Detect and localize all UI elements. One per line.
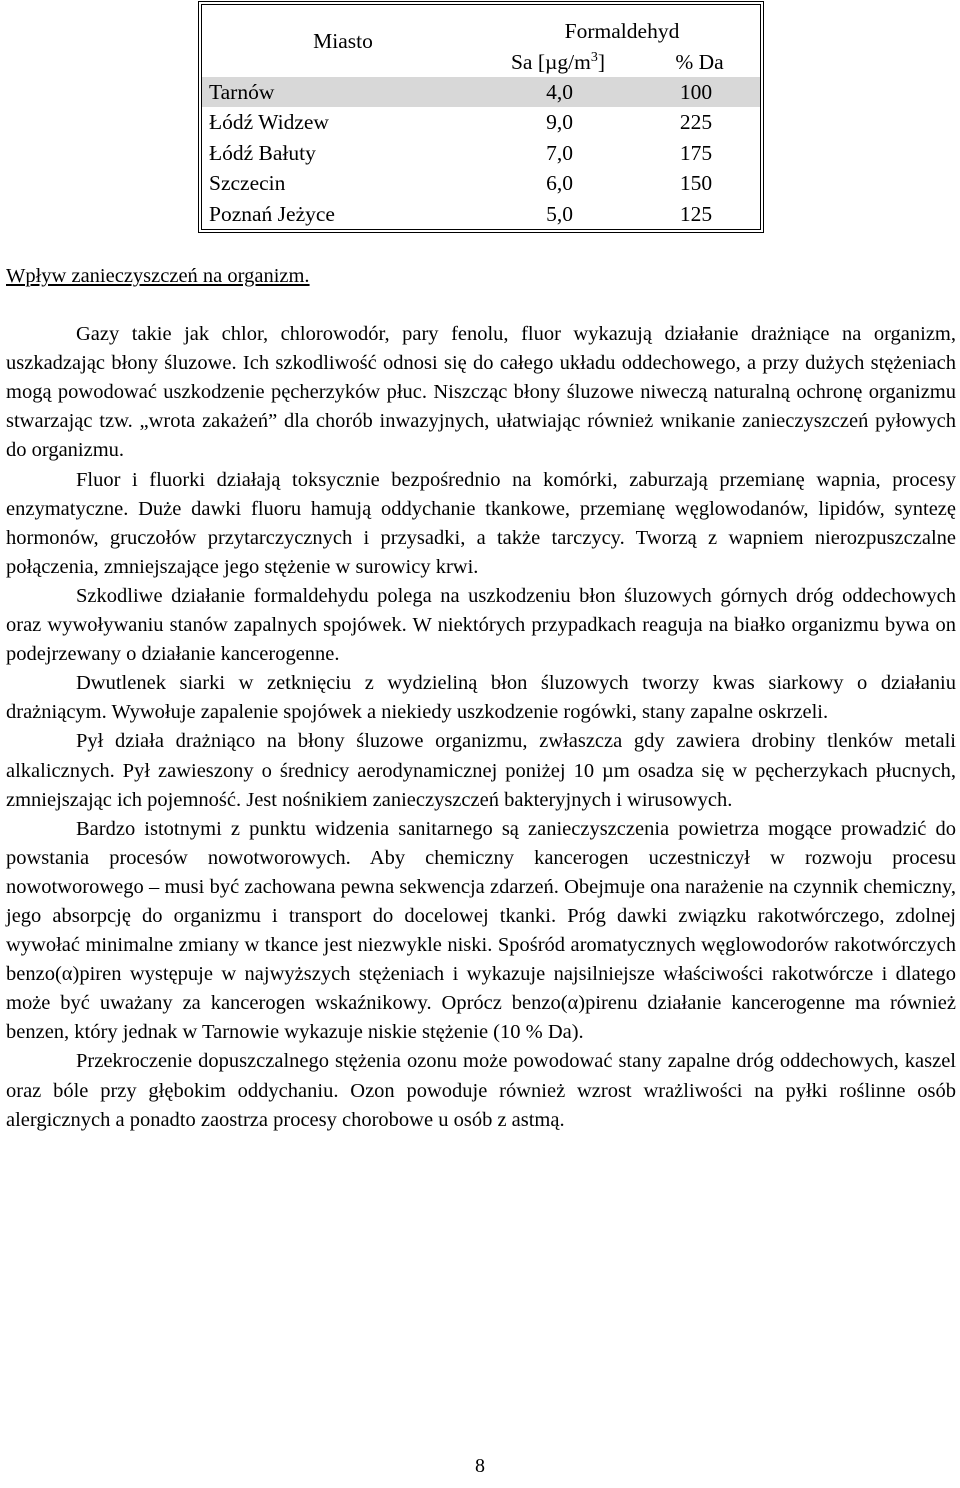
cell-da: 175 xyxy=(679,140,713,165)
cell-city: Łódź Bałuty xyxy=(209,140,316,165)
cell-city: Szczecin xyxy=(209,171,286,196)
cell-city: Tarnów xyxy=(202,77,478,107)
header-da: % Da xyxy=(675,49,724,74)
cell-sa: 7,0 xyxy=(546,140,573,165)
cell-da: 100 xyxy=(632,77,761,107)
table-header-row xyxy=(202,5,761,47)
table-row xyxy=(202,77,761,107)
cell-sa: 9,0 xyxy=(546,110,573,135)
table-row xyxy=(202,107,761,137)
paragraph: Dwutlenek siarki w zetknięciu z wydzieliną błon śluzowych tworzy kwas siarkowy o działaniu drażniącym. Wywołuje zapalenie spojówek a niekiedy uszkodzenie rogówki, stany zapalne oskrzeli. xyxy=(6,672,956,724)
header-city: Miasto xyxy=(313,28,373,53)
header-sa-suffix: ] xyxy=(597,49,606,74)
cell-sa: 5,0 xyxy=(546,201,573,226)
paragraph: Przekroczenie dopuszczalnego stężenia ozonu może powodować stany zapalne dróg oddechowych, kaszel oraz bóle przy głębokim oddychaniu. Ozon powoduje również wzrost wrażliwości na pyłki roślinne osób alergicznych a ponadto zaostrza procesy chorobowe u osób z astmą. xyxy=(6,1050,956,1131)
header-sa-prefix: Sa [µg/m xyxy=(510,49,591,74)
formaldehyde-table xyxy=(201,4,761,230)
paragraph: Szkodliwe działanie formaldehydu polega na uszkodzeniu błon śluzowych górnych dróg oddechowych oraz wywoływaniu stanów zapalnych spojówek. W niektórych przypadkach reaguja na białko organizmu bywa on podejrzewany o działanie kancerogenne. xyxy=(6,584,956,666)
header-formaldehyde: Formaldehyd xyxy=(564,18,680,43)
cell-da: 125 xyxy=(679,201,713,226)
cell-da: 150 xyxy=(679,171,713,196)
formaldehyde-table-frame xyxy=(198,1,764,233)
cell-da: 225 xyxy=(679,110,713,135)
table-row xyxy=(202,168,761,198)
cell-city: Poznań Jeżyce xyxy=(209,201,335,226)
paragraph: Gazy takie jak chlor, chlorowodór, pary fenolu, fluor wykazują działanie drażniące na organizm, uszkadzając błony śluzowe. Ich szkodliwość odnosi się do całego układu oddechowego, a przy dużych stężeniach mogą powodować uszkodzenie pęcherzyków płuc. Niszcząc błony śluzowe niweczą naturalną ochronę organizmu stwarzając tzw. „wrota zakażeń” dla chorób inwazyjnych, ułatwiając również wnikanie zanieczyszczeń pyłowych do organizmu. xyxy=(6,323,956,462)
paragraph: Bardzo istotnymi z punktu widzenia sanitarnego są zanieczyszczenia powietrza mogące prowadzić do powstania procesów nowotworowych. Aby chemiczny kancerogen uczestniczył w rozwoju procesu nowotworowego – musi być zachowana pewna sekwencja zdarzeń. Obejmuje ona narażenie na czynnik chemiczny, jego absorpcję do organizmu i transport do docelowej tkanki. Próg dawki związku rakotwórczego, zdolnej wywołać minimalne zmiany w tkance jest niezwykle niski. Spośród aromatycznych węglowodorów rakotwórczych benzo(α)piren występuje w najwyższych stężeniach i wykazuje najsilniejsze właściwości rakotwórcze i dlatego może być uważany za kancerogen wskaźnikowy. Oprócz benzo(α)pirenu działanie kancerogenne ma również benzen, który jednak w Tarnowie wykazuje niskie stężenie (10 % Da). xyxy=(6,817,956,1044)
header-sa-sup: 3 xyxy=(590,49,598,65)
cell-city: Łódź Widzew xyxy=(209,110,329,135)
cell-sa: 6,0 xyxy=(546,171,573,196)
cell-sa: 4,0 xyxy=(477,77,632,107)
table-row xyxy=(202,198,761,229)
spacer xyxy=(6,291,956,320)
body-text xyxy=(6,262,956,1135)
table-row xyxy=(202,138,761,168)
paragraph: Fluor i fluorki działają toksycznie bezpośrednio na komórki, zaburzają przemianę wapnia, procesy enzymatyczne. Duże dawki fluoru hamują oddychanie tkankowe, przemianę węglowodanów, lipidów, syntezę hormonów, gruczołów przytarczycznych i przysadki, a także tarczycy. Tworzą z wapniem nierozpuszczalne połączenia, zmniejszające jego stężenie w surowicy krwi. xyxy=(6,468,956,578)
paragraph: Pył działa drażniąco na błony śluzowe organizmu, zwłaszcza gdy zawiera drobiny tlenków metali alkalicznych. Pył zawieszony o średnicy aerodynamicznej poniżej 10 µm osadza się w pęcherzykach płucnych, zmniejszając ich pojemność. Jest nośnikiem zanieczyszczeń bakteryjnych i wirusowych. xyxy=(6,730,956,811)
section-heading: Wpływ zanieczyszczeń na organizm. xyxy=(6,265,310,287)
page-number: 8 xyxy=(475,1455,485,1477)
header-sa xyxy=(477,46,632,76)
